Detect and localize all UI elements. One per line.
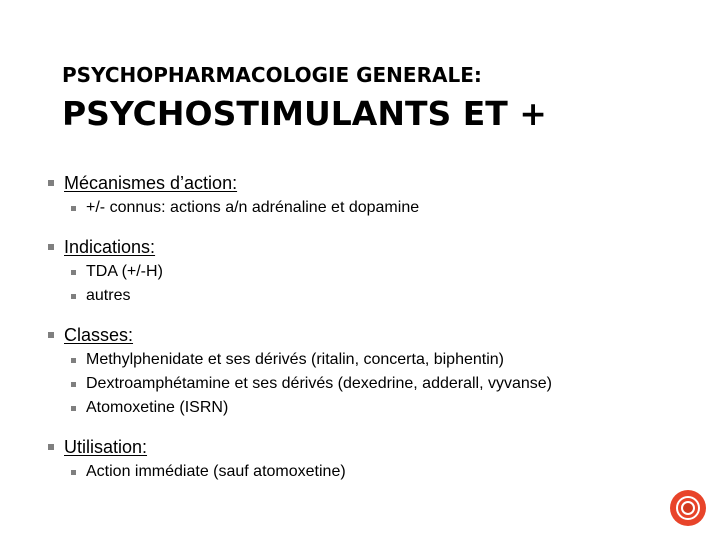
square-bullet-icon: [71, 470, 76, 475]
item-text: TDA (+/-H): [86, 263, 163, 280]
square-bullet-icon: [71, 206, 76, 211]
title-line-1: PSYCHOPHARMACOLOGIE GENERALE:: [62, 63, 482, 87]
list-item: [71, 348, 708, 372]
square-bullet-icon: [71, 294, 76, 299]
item-text: Methylphenidate et ses dérivés (ritalin, concerta, biphentin): [86, 351, 504, 368]
section-indications: [48, 234, 708, 308]
square-bullet-icon: [48, 332, 54, 338]
section-classes: [48, 322, 708, 420]
list-item: [71, 284, 708, 308]
square-bullet-icon: [71, 270, 76, 275]
square-bullet-icon: [71, 358, 76, 363]
square-bullet-icon: [48, 444, 54, 450]
item-text: autres: [86, 287, 131, 304]
section-heading: [48, 170, 708, 196]
title-line-2: PSYCHOSTIMULANTS ET +: [62, 94, 547, 133]
section-heading: [48, 322, 708, 348]
section-mecanismes: [48, 170, 708, 220]
section-heading: [48, 434, 708, 460]
square-bullet-icon: [71, 382, 76, 387]
square-bullet-icon: [71, 406, 76, 411]
list-item: [71, 460, 708, 484]
list-item: [71, 372, 708, 396]
heading-text: Classes:: [64, 324, 134, 345]
section-utilisation: [48, 434, 708, 484]
item-text: Action immédiate (sauf atomoxetine): [86, 463, 346, 480]
circle-logo-icon: [670, 490, 706, 526]
item-text: Dextroamphétamine et ses dérivés (dexedrine, adderall, vyvanse): [86, 375, 553, 392]
slide-title: [62, 62, 547, 136]
square-bullet-icon: [48, 180, 54, 186]
item-text: +/- connus: actions a/n adrénaline et dopamine: [86, 199, 420, 216]
list-item: [71, 396, 708, 420]
logo-ring: [676, 496, 700, 520]
section-heading: [48, 234, 708, 260]
heading-text: Utilisation:: [64, 436, 148, 457]
logo-core: [681, 501, 695, 515]
list-item: [71, 196, 708, 220]
heading-text: Mécanismes d’action:: [64, 172, 238, 193]
square-bullet-icon: [48, 244, 54, 250]
heading-text: Indications:: [64, 236, 156, 257]
bullet-content: [48, 170, 708, 498]
item-text: Atomoxetine (ISRN): [86, 399, 229, 416]
list-item: [71, 260, 708, 284]
